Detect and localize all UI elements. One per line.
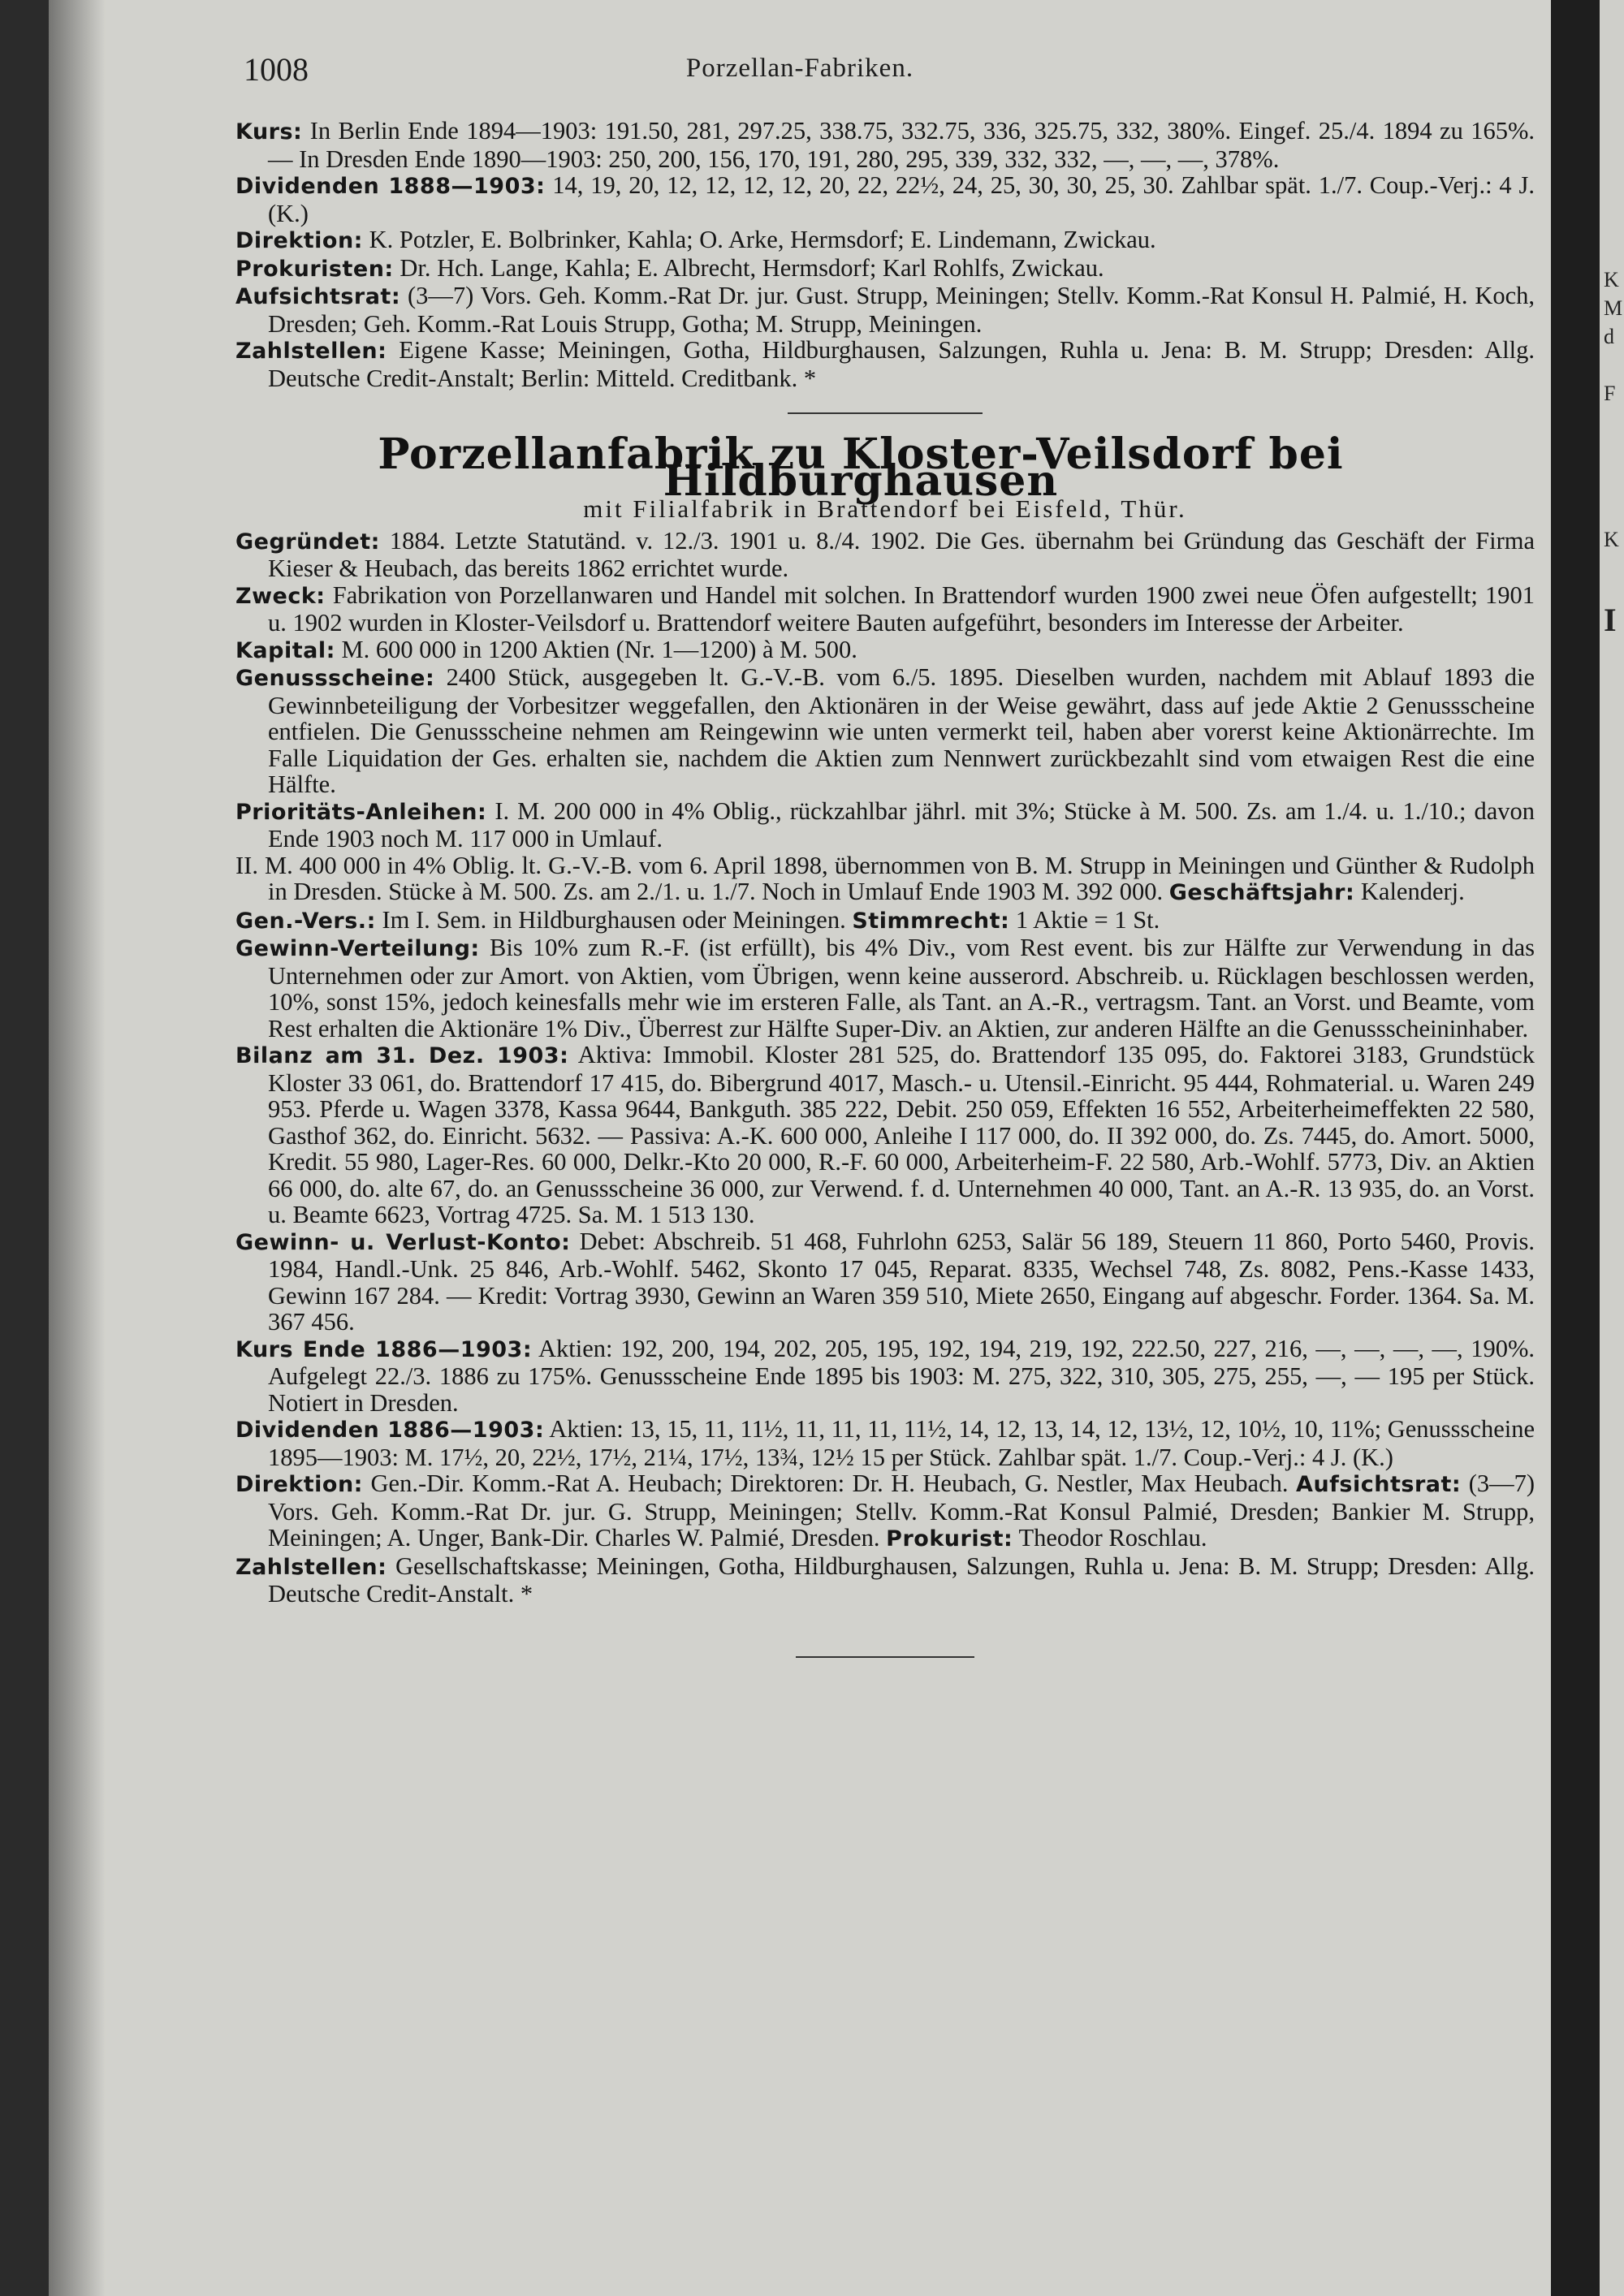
running-header	[49, 50, 1551, 99]
direktion-company-text: Gen.-Dir. Komm.-Rat A. Heubach; Direktoren: Dr. H. Heubach, G. Nestler, Max Heubach.	[370, 1470, 1289, 1497]
end-divider	[796, 1656, 974, 1658]
facing-fragment-5: K	[1604, 528, 1619, 551]
genussscheine-text: 2400 Stück, ausgegeben lt. G.-V.-B. vom 6./5. 1895. Dieselben wurden, nachdem mit Ablauf 1893 die Gewinnbeteiligung der Vorbesitzer weggefallen, den Aktionären in der Weise gewährt, dass auf jede Aktie 2 Genussscheine entfielen. Die Genussscheine nehmen am Reingewinn wie unten vermerkt teil, haben aber vorerst keine Aktionärrechte. Im Falle Liquidation der Ges. erhalten sie, nachdem die Aktien zum Nennwert zurückbezahlt sind vom etwaigen Rest die eine Hälfte.	[268, 663, 1535, 798]
gewinn-verteilung-label: Gewinn-Verteilung:	[235, 936, 480, 961]
gewinn-verlust-text: Debet: Abschreib. 51 468, Fuhrlohn 6253, Salär 56 189, Steuern 11 860, Porto 5460, Provis. 1984, Handl.-Unk. 25 846, Arb.-Wohlf. 5462, Skonto 17 045, Reparat. 8335, Wechsel 748, Zs. 8082, Pens.-Kasse 1433, Gewinn 167 284. — Kredit: Vortrag 3930, Gewinn an Waren 359 510, Miete 2650, Eingang auf abgeschr. Forder. 1364. Sa. M. 367 456.	[268, 1227, 1535, 1336]
prokuristen-text: Dr. Hch. Lange, Kahla; E. Albrecht, Hermsdorf; Karl Rohlfs, Zwickau.	[400, 253, 1104, 282]
dividenden-company-paragraph	[235, 1416, 1535, 1470]
gen-vers-text: Im I. Sem. in Hildburghausen oder Meiningen.	[382, 905, 846, 934]
zahlstellen-company-label: Zahlstellen:	[235, 1554, 387, 1580]
direktion-company-label: Direktion:	[235, 1472, 363, 1497]
zweck-text: Fabrikation von Porzellanwaren und Handel mit solchen. In Brattendorf wurden 1900 zwei neue Öfen aufgestellt; 1901 u. 1902 wurden in Kloster-Veilsdorf u. Brattendorf weitere Bauten aufgeführt, besonders im Interesse der Arbeiter.	[268, 580, 1535, 637]
dividenden-company-label: Dividenden 1886—1903:	[235, 1418, 545, 1443]
dividenden-paragraph	[235, 172, 1535, 227]
prokuristen-label: Prokuristen:	[235, 256, 394, 282]
facing-page-edge	[1600, 0, 1624, 2296]
bilanz-paragraph	[235, 1042, 1535, 1228]
zahlstellen-company-text: Gesellschaftskasse; Meiningen, Gotha, Hildburghausen, Salzungen, Ruhla u. Jena: B. M. Strupp; Dresden: Allg. Deutsche Credit-Anstalt. *	[268, 1552, 1535, 1608]
direktion-paragraph	[235, 227, 1535, 255]
kurs-text: In Berlin Ende 1894—1903: 191.50, 281, 297.25, 338.75, 332.75, 336, 325.75, 332, 380%. Eingef. 25./4. 1894 zu 165%. — In Dresden Ende 1890—1903: 250, 200, 156, 170, 191, 280, 295, 339, 332, 332, —, —, —, 378%.	[268, 117, 1535, 173]
aufsichtsrat-company-label: Aufsichtsrat:	[1296, 1472, 1462, 1497]
genussscheine-label: Genussscheine:	[235, 666, 435, 691]
prokurist-text: Theodor Roschlau.	[1018, 1524, 1207, 1552]
direktion-text: K. Potzler, E. Bolbrinker, Kahla; O. Arke, Hermsdorf; E. Lindemann, Zwickau.	[369, 226, 1156, 253]
gegruendet-paragraph	[235, 528, 1535, 582]
prokurist-label: Prokurist:	[886, 1526, 1013, 1552]
genussscheine-paragraph	[235, 664, 1535, 798]
gewinn-verlust-label: Gewinn- u. Verlust-Konto:	[235, 1229, 571, 1255]
gegruendet-text: 1884. Letzte Statutänd. v. 12./3. 1901 u. 8./4. 1902. Die Ges. übernahm bei Gründung das Geschäft der Firma Kieser & Heubach, das bereits 1862 errichtet wurde.	[268, 526, 1535, 582]
gewinn-verlust-paragraph	[235, 1228, 1535, 1336]
company-subtitle: mit Filialfabrik in Brattendorf bei Eisfeld, Thür.	[583, 494, 1187, 523]
kapital-paragraph	[235, 637, 1535, 665]
facing-fragment-4: F	[1604, 382, 1616, 405]
book-gutter	[1551, 0, 1600, 2296]
running-title: Porzellan-Fabriken.	[685, 54, 914, 83]
dividenden-label: Dividenden 1888—1903:	[235, 174, 546, 199]
kurs-company-text: Aktien: 192, 200, 194, 202, 205, 195, 192, 194, 219, 192, 222.50, 227, 216, —, —, —, —, 190%. Aufgelegt 22./3. 1886 zu 175%. Genussscheine Ende 1895 bis 1903: M. 275, 322, 310, 305, 275, 255, —, — 195 per Stück. Notiert in Dresden.	[268, 1334, 1535, 1417]
facing-fragment-1: K	[1604, 268, 1619, 291]
aufsichtsrat-paragraph	[235, 283, 1535, 337]
anleihen-label: Prioritäts-Anleihen:	[235, 799, 487, 825]
kapital-text: M. 600 000 in 1200 Aktien (Nr. 1—1200) à M. 500.	[341, 635, 857, 663]
zahlstellen-company-paragraph	[235, 1553, 1535, 1608]
text-column	[235, 118, 1535, 1658]
geschaeftsjahr-label: Geschäftsjahr:	[1168, 880, 1355, 905]
anleihe-ii-text: II. M. 400 000 in 4% Oblig. lt. G.-V.-B. vom 6. April 1898, übernommen von B. M. Strupp in Meiningen und Günther & Rudolph in Dresden. Stücke à M. 500. Zs. am 2./1. u. 1./7. Noch in Umlauf Ende 1903 M. 392 000.	[235, 851, 1535, 905]
facing-fragment-6: I	[1604, 602, 1617, 638]
zahlstellen-paragraph	[235, 337, 1535, 391]
zweck-label: Zweck:	[235, 583, 326, 609]
kurs-paragraph	[235, 118, 1535, 172]
kapital-label: Kapital:	[235, 637, 335, 663]
gen-vers-paragraph	[235, 907, 1535, 935]
anleihen-text: I. M. 200 000 in 4% Oblig., rückzahlbar jährl. mit 3%; Stücke à M. 500. Zs. am 1./4. u. 1./10.; davon Ende 1903 noch M. 117 000 in Umlauf.	[268, 796, 1535, 852]
direktion-aufsichtsrat-paragraph	[235, 1470, 1535, 1553]
geschaeftsjahr-text: Kalenderj.	[1360, 878, 1465, 905]
direktion-label: Direktion:	[235, 228, 363, 253]
facing-fragment-2: M	[1604, 296, 1623, 320]
dividenden-company-text: Aktien: 13, 15, 11, 11½, 11, 11, 11, 11½, 14, 12, 13, 14, 12, 13½, 12, 10½, 10, 11%; Genussscheine 1895—1903: M. 17½, 20, 22½, 17½, 21¼, 17½, 13¾, 12½ 15 per Stück. Zahlbar spät. 1./7. Coup.-Verj.: 4 J. (K.)	[268, 1415, 1535, 1471]
page-number: 1008	[244, 51, 309, 88]
anleihen-paragraph	[235, 798, 1535, 852]
dividenden-text: 14, 19, 20, 12, 12, 12, 12, 20, 22, 22½, 24, 25, 30, 30, 25, 30. Zahlbar spät. 1./7. Coup.-Verj.: 4 J. (K.)	[268, 171, 1535, 227]
stimmrecht-text: 1 Aktie = 1 St.	[1015, 905, 1160, 934]
company-title: Porzellanfabrik zu Kloster-Veilsdorf bei Hildburghausen	[378, 429, 1344, 506]
document-page	[49, 0, 1551, 2296]
bilanz-text: Aktiva: Immobil. Kloster 281 525, do. Brattendorf 135 095, do. Faktorei 3183, Grundstück Kloster 33 061, do. Brattendorf 17 415, do. Bibergrund 4017, Masch.- u. Utensil.-Einricht. 95 444, Rohmaterial. u. Waren 249 953. Pferde u. Wagen 3378, Kassa 9644, Bankguth. 385 222, Debit. 250 059, Effekten 16 552, Arbeiterheimeffekten 22 580, Gasthof 362, do. Einricht. 5632. — Passiva: A.-K. 600 000, Anleihe I 117 000, do. II 392 000, do. Zs. 7445, do. Amort. 5000, Kredit. 55 980, Lager-Res. 60 000, Delkr.-Kto 20 000, R.-F. 60 000, Arbeiterheim-F. 22 580, Arb.-Wohlf. 5773, Div. an Aktien 66 000, do. alte 67, do. an Genussscheine 36 000, zur Verwend. f. d. Unternehmen 40 000, Tant. an A.-R. 13 935, do. an Vorst. u. Beamte 6623, Vortrag 4725. Sa. M. 1 513 130.	[268, 1041, 1535, 1228]
stimmrecht-label: Stimmrecht:	[852, 908, 1010, 934]
zweck-paragraph	[235, 582, 1535, 637]
zahlstellen-text: Eigene Kasse; Meiningen, Gotha, Hildburghausen, Salzungen, Ruhla u. Jena: B. M. Strupp; Dresden: Allg. Deutsche Credit-Anstalt; Berlin: Mitteld. Creditbank. *	[268, 336, 1535, 392]
kurs-company-paragraph	[235, 1336, 1535, 1417]
zahlstellen-label: Zahlstellen:	[235, 339, 387, 364]
gewinn-verteilung-paragraph	[235, 934, 1535, 1042]
bilanz-label: Bilanz am 31. Dez. 1903:	[235, 1043, 569, 1068]
aufsichtsrat-company-text: (3—7) Vors. Geh. Komm.-Rat Dr. jur. G. Strupp, Meiningen; Stellv. Komm.-Rat Konsul Palmié, Dresden; Bankier M. Strupp, Meiningen; A. Unger, Bank-Dir. Charles W. Palmié, Dresden.	[268, 1470, 1535, 1552]
gen-vers-label: Gen.-Vers.:	[235, 908, 376, 934]
prokuristen-paragraph	[235, 255, 1535, 283]
kurs-company-label: Kurs Ende 1886—1903:	[235, 1336, 533, 1362]
gewinn-verteilung-text: Bis 10% zum R.-F. (ist erfüllt), bis 4% Div., vom Rest event. bis zur Hälfte zur Verwendung in das Unternehmen oder zur Amort. von Aktien, vom Übrigen, wenn keine ausserord. Abschreib. u. Rücklagen beschlossen werden, 10%, sonst 15%, jedoch keinesfalls mehr wie im ersteren Falle, als Tant. an A.-R., vertragsm. Tant. an Vorst. und Beamte, vom Rest erhalten die Aktionäre 1% Div., Überrest zur Hälfte Super-Div. an Aktien, zur anderen Hälfte an die Genussscheininhaber.	[268, 934, 1535, 1042]
aufsichtsrat-label: Aufsichtsrat:	[235, 284, 401, 309]
facing-fragment-3: d	[1604, 325, 1614, 348]
gegruendet-label: Gegründet:	[235, 529, 380, 555]
kurs-label: Kurs:	[235, 119, 303, 145]
aufsichtsrat-text: (3—7) Vors. Geh. Komm.-Rat Dr. jur. Gust. Strupp, Meiningen; Stellv. Komm.-Rat Konsul H. Palmié, H. Koch, Dresden; Geh. Komm.-Rat Louis Strupp, Gotha; M. Strupp, Meiningen.	[268, 282, 1535, 338]
anleihe-ii-paragraph	[235, 852, 1535, 907]
section-divider	[788, 412, 983, 414]
